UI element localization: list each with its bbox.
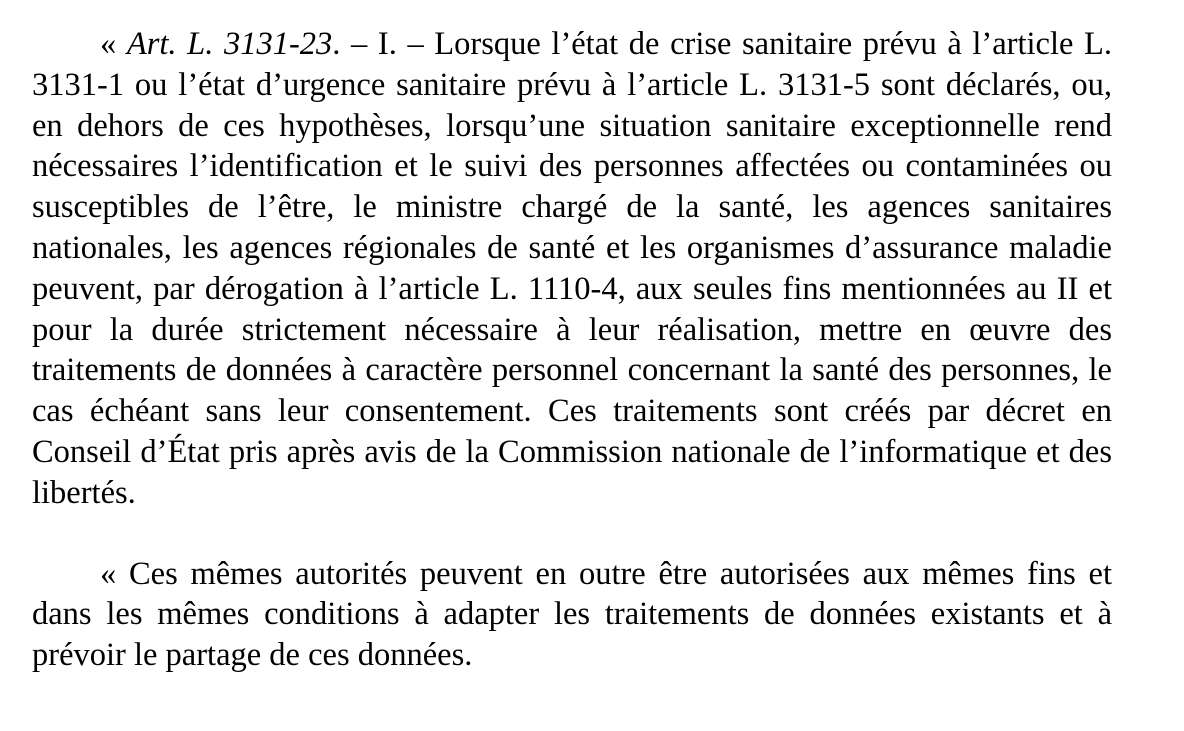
article-body-text: . – I. – Lorsque l’état de crise sanitaire prévu à l’article L. 3131-1 ou l’état d’urgence sanitaire prévu à l’article L. 3131-5 sont déclarés, ou, en dehors de ces hypothèses, lorsqu’une situation sanitaire exceptionnelle rend nécessaires l’identification et le suivi des personnes affectées ou contaminées ou susceptibles de l’être, le ministre chargé de la santé, les agences sanitaires nationales, les agences régionales de santé et les organismes d’assurance maladie peuvent, par dérogation à l’article L. 1110-4, aux seules fins mentionnées au II et pour la durée strictement nécessaire à leur réalisation, mettre en œuvre des traitements de données à caractère personnel concernant la santé des personnes, le cas échéant sans leur consentement. Ces traitements sont créés par décret en Conseil d’État pris après avis de la Commission nationale de l’informatique et des libertés. <box>32 26 1112 511</box>
opening-quote: « <box>100 26 127 62</box>
article-reference: Art. L. 3131-23 <box>126 26 333 62</box>
article-paragraph-2: « Ces mêmes autorités peuvent en outre être autorisées aux mêmes fins et dans les mêmes conditions à adapter les traitements de données existants et à prévoir le partage de ces données. <box>32 555 1112 674</box>
article-paragraph-1 <box>32 24 1112 514</box>
document-page <box>32 24 1112 676</box>
